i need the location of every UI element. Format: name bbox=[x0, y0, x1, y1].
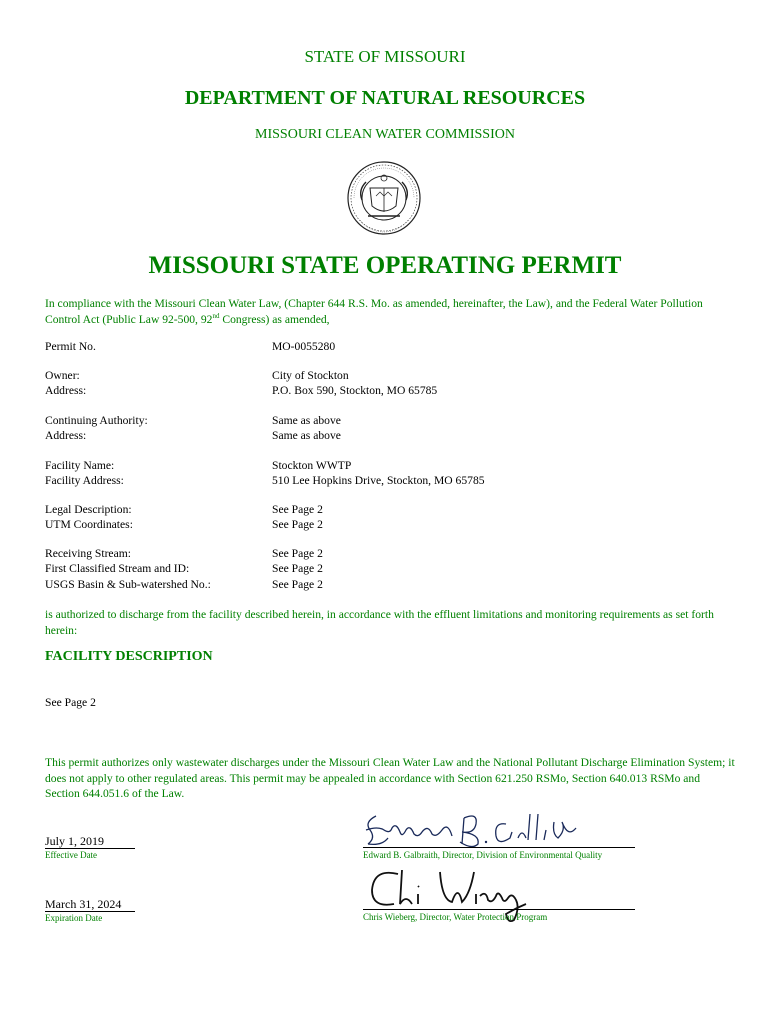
first-classified-stream-value: See Page 2 bbox=[272, 562, 323, 575]
permit-no-value: MO-0055280 bbox=[272, 340, 336, 353]
continuing-authority-value: Same as above bbox=[272, 414, 341, 427]
utm-coordinates-value: See Page 2 bbox=[272, 518, 323, 531]
facility-address-label: Facility Address: bbox=[45, 474, 124, 487]
continuing-authority-label: Continuing Authority: bbox=[45, 414, 148, 427]
permit-title: MISSOURI STATE OPERATING PERMIT bbox=[148, 252, 622, 279]
galbraith-signature-icon bbox=[362, 808, 582, 852]
ca-address-value: Same as above bbox=[272, 429, 341, 442]
usgs-basin-label: USGS Basin & Sub-watershed No.: bbox=[45, 578, 211, 591]
commission-heading: MISSOURI CLEAN WATER COMMISSION bbox=[255, 127, 515, 142]
facility-description-heading: FACILITY DESCRIPTION bbox=[45, 649, 213, 664]
facility-name-label: Facility Name: bbox=[45, 459, 115, 472]
receiving-stream-value: See Page 2 bbox=[272, 547, 323, 560]
usgs-basin-value: See Page 2 bbox=[272, 578, 323, 591]
owner-label: Owner: bbox=[45, 369, 80, 382]
permit-notice-paragraph: This permit authorizes only wastewater discharges under the Missouri Clean Water Law and the National Pollutant Discharge Elimination System; it does not apply to other regulated areas. This permit may be appealed in accordance with Section 621.250 RSMo, Section 640.013 RSMo and Section 644.051.6 of the Law. bbox=[45, 756, 735, 800]
authorization-paragraph: is authorized to discharge from the facility described herein, in accordance with the effluent limitations and monitoring requirements as set forth herein: bbox=[45, 608, 714, 637]
signer-2-caption: Chris Wieberg, Director, Water Protection Program bbox=[363, 912, 548, 922]
ca-address-label: Address: bbox=[45, 429, 87, 442]
missouri-seal-icon bbox=[346, 160, 422, 236]
utm-coordinates-label: UTM Coordinates: bbox=[45, 518, 133, 531]
owner-value: City of Stockton bbox=[272, 369, 349, 382]
intro-paragraph: In compliance with the Missouri Clean Water Law, (Chapter 644 R.S. Mo. as amended, hereinafter, the Law), and the Federal Water Pollution Control Act (Public Law 92-500, 92nd Congress) as amended, bbox=[45, 297, 703, 326]
receiving-stream-label: Receiving Stream: bbox=[45, 547, 131, 560]
facility-description-text: See Page 2 bbox=[45, 696, 96, 709]
owner-address-label: Address: bbox=[45, 384, 87, 397]
department-heading: DEPARTMENT OF NATURAL RESOURCES bbox=[184, 87, 586, 109]
signer-1-caption: Edward B. Galbraith, Director, Division of Environmental Quality bbox=[363, 850, 603, 860]
permit-no-label: Permit No. bbox=[45, 340, 96, 353]
effective-date: July 1, 2019 bbox=[45, 834, 135, 849]
expiration-date-label: Expiration Date bbox=[45, 913, 103, 923]
expiration-date: March 31, 2024 bbox=[45, 897, 135, 912]
legal-description-value: See Page 2 bbox=[272, 503, 323, 516]
facility-address-value: 510 Lee Hopkins Drive, Stockton, MO 65785 bbox=[272, 474, 485, 487]
first-classified-stream-label: First Classified Stream and ID: bbox=[45, 562, 190, 575]
signature-line-1 bbox=[363, 847, 635, 848]
facility-name-value: Stockton WWTP bbox=[272, 459, 352, 472]
effective-date-label: Effective Date bbox=[45, 850, 98, 860]
owner-address-value: P.O. Box 590, Stockton, MO 65785 bbox=[272, 384, 438, 397]
state-heading: STATE OF MISSOURI bbox=[304, 47, 466, 66]
signature-line-2 bbox=[363, 909, 635, 910]
legal-description-label: Legal Description: bbox=[45, 503, 132, 516]
